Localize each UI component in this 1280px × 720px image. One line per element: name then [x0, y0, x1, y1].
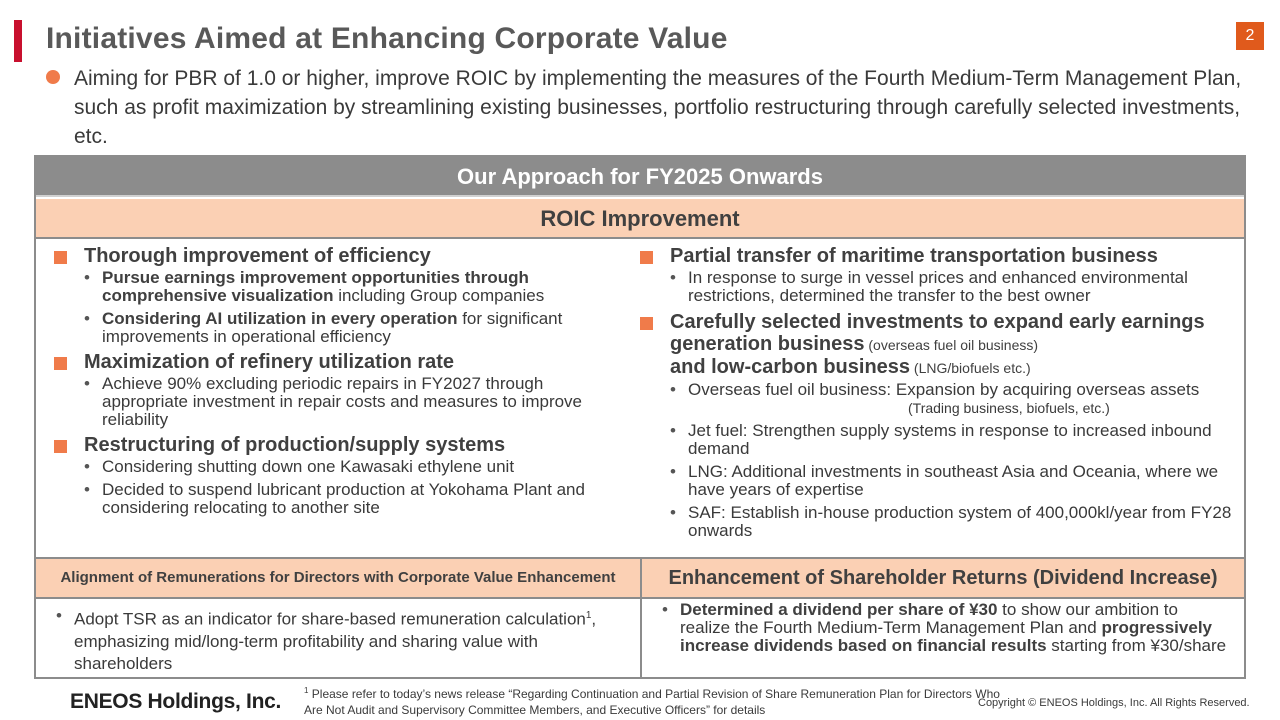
footnote: [304, 683, 1004, 718]
section-title: Restructuring of production/supply systems: [84, 434, 506, 456]
list-item: [56, 605, 626, 675]
list-item: • SAF: Establish in-house production system of 400,000kl/year from FY28 onwards: [670, 504, 1240, 540]
section-investments: [640, 311, 1240, 540]
item-bold-text: Determined a dividend per share of ¥30: [680, 600, 998, 619]
list-item: [84, 310, 634, 346]
item-list: [84, 269, 634, 346]
list-item: • Achieve 90% excluding periodic repairs in FY2027 through appropriate investment in repair costs and measures to improve reliability: [84, 375, 634, 429]
item-text: Overseas fuel oil business: Expansion by acquiring overseas assets: [688, 380, 1200, 399]
footnote-marker: 1: [585, 610, 592, 621]
item-note: (Trading business, biofuels, etc.): [908, 400, 1110, 416]
item-text: for significant improvements in operational efficiency: [102, 309, 563, 346]
list-item: [84, 269, 634, 305]
section-title: Partial transfer of maritime transportation business: [670, 245, 1158, 267]
section-title-note: (LNG/biofuels etc.): [910, 360, 1031, 376]
section-title-note: (overseas fuel oil business): [864, 337, 1039, 353]
approach-frame: [34, 155, 1246, 679]
item-text: , emphasizing mid/long-term profitability and sharing value with shareholders: [74, 609, 597, 673]
item-list: [56, 605, 626, 675]
section-title-part: and low-carbon business: [670, 356, 911, 378]
square-bullet-icon: [54, 440, 67, 453]
footnote-marker: 1: [304, 686, 309, 695]
copyright: Copyright © ENEOS Holdings, Inc. All Rights Reserved.: [978, 697, 1250, 709]
list-item: • LNG: Additional investments in southeast Asia and Oceania, where we have years of expertise: [670, 463, 1240, 499]
list-item: • Considering shutting down one Kawasaki ethylene unit: [84, 458, 634, 476]
item-bold-text: Considering AI utilization in every operation: [102, 309, 458, 328]
list-item: [662, 601, 1232, 655]
shareholder-returns-heading: Enhancement of Shareholder Returns (Dividend Increase): [642, 557, 1244, 599]
left-column: [54, 245, 634, 522]
company-logo: ENEOS Holdings, Inc.: [70, 690, 282, 713]
item-text: Adopt TSR as an indicator for share-based remuneration calculation: [74, 609, 586, 629]
page-number-badge: 2: [1236, 22, 1264, 50]
section-title: [670, 311, 1240, 379]
title-accent-bar: [14, 20, 22, 62]
item-bold-text: Pursue earnings improvement opportunities through comprehensive visualization: [102, 268, 529, 305]
right-column: [640, 245, 1240, 545]
square-bullet-icon: [640, 317, 653, 330]
list-item: [670, 381, 1240, 417]
section-refinery: [54, 351, 634, 429]
lead-text: Aiming for PBR of 1.0 or higher, improve ROIC by implementing the measures of the Fourth Medium-Term Management Plan, such as profit maximization by streamlining existing businesses, portfolio restructuring through carefully selected investments, etc.: [74, 67, 1242, 148]
section-title-part: Carefully selected investments to expand early earnings generation business: [670, 311, 1205, 355]
item-list: [670, 269, 1240, 305]
list-item: • In response to surge in vessel prices and enhanced environmental restrictions, determined the transfer to the best owner: [670, 269, 1240, 305]
section-maritime: [640, 245, 1240, 305]
approach-heading: Our Approach for FY2025 Onwards: [36, 157, 1244, 197]
footnote-text: Please refer to today’s news release “Regarding Continuation and Partial Revision of Share Remuneration Plan for Directors Who Are Not Audit and Supervisory Committee Members, and Executive Officers” for details: [304, 687, 1000, 717]
section-efficiency: [54, 245, 634, 346]
item-text: to show our ambition to realize the Fourth Medium-Term Management Plan and: [680, 600, 1178, 637]
item-text: including Group companies: [333, 286, 545, 305]
item-list: [670, 381, 1240, 540]
item-list: [662, 601, 1232, 655]
lead-bullet-icon: [46, 70, 60, 84]
shareholder-returns-content: [662, 599, 1232, 660]
item-text: starting from ¥30/share: [1046, 636, 1227, 655]
section-title: Maximization of refinery utilization rate: [84, 351, 455, 373]
remuneration-content: [56, 603, 626, 680]
square-bullet-icon: [640, 251, 653, 264]
item-list: [84, 375, 634, 429]
list-item: • Jet fuel: Strengthen supply systems in response to increased inbound demand: [670, 422, 1240, 458]
page-title: Initiatives Aimed at Enhancing Corporate Value: [46, 22, 728, 55]
column-divider: [640, 557, 642, 677]
section-title: Thorough improvement of efficiency: [84, 245, 431, 267]
square-bullet-icon: [54, 357, 67, 370]
item-list: [84, 458, 634, 517]
list-item: • Decided to suspend lubricant production at Yokohama Plant and considering relocating to another site: [84, 481, 634, 517]
remuneration-heading: Alignment of Remunerations for Directors with Corporate Value Enhancement: [36, 557, 640, 599]
item-bold-text: progressively increase dividends based on financial results: [680, 618, 1212, 655]
square-bullet-icon: [54, 251, 67, 264]
section-restructuring: [54, 434, 634, 517]
roic-heading: ROIC Improvement: [36, 199, 1244, 239]
